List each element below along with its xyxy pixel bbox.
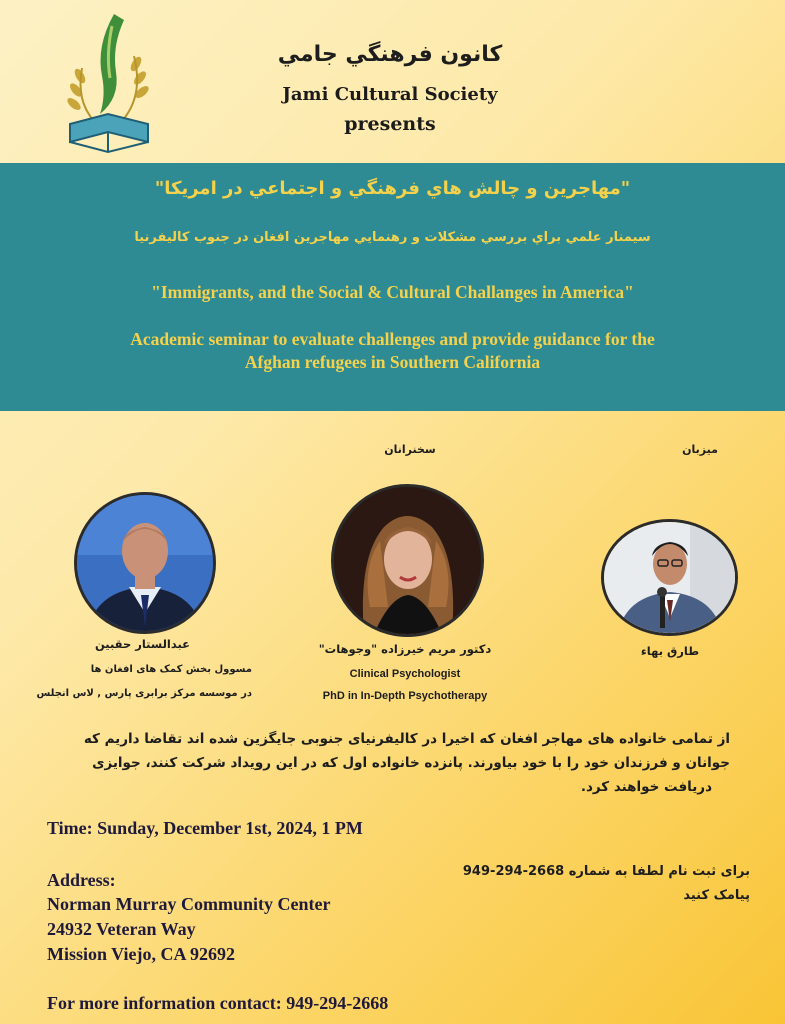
registration-line2: پيامک کنيد <box>683 888 750 903</box>
address-line3: Mission Viejo, CA 92692 <box>47 944 236 964</box>
org-name-en: Jami Cultural Society <box>282 84 498 105</box>
speaker-photo-left <box>74 492 216 634</box>
registration-note <box>450 860 750 908</box>
speaker-left-role-line2: در موسسه مرکز برابری پارس , لاس انجلس <box>36 688 252 699</box>
jami-logo <box>62 6 154 158</box>
speaker-center-title2: PhD in In-Depth Psychotherapy <box>322 690 488 702</box>
invitation-paragraph <box>40 727 730 799</box>
banner-subtitle-en-line2: Afghan refugees in Southern California <box>244 352 541 372</box>
host-label: ميزبان <box>682 443 718 456</box>
speaker-left-name: عبدالستار حقبين <box>94 637 191 651</box>
speaker-left-role-line1: مسوول بخش کمک های افغان ها <box>90 664 252 675</box>
speaker-center-title1: Clinical Psychologist <box>349 668 461 680</box>
registration-line1: برای ثبت نام لطفا به شماره 2668-294-949 <box>462 864 750 879</box>
invitation-line2: جوانان و فرزندان خود را با خود بياورند. پانزده خانواده اول که در اين رويداد شرکت کنند، جوايزی <box>92 755 730 771</box>
org-name-fa: كانون فرهنگي جامي <box>277 42 503 67</box>
banner-subtitle-fa: سيمنار علمي براي بررسي مشكلات و رهنمايي مهاجرين افغان در جنوب كاليفرنيا <box>134 230 651 245</box>
banner-title-fa: "مهاجرين و چالش هاي فرهنگي و اجتماعي در امريكا" <box>154 178 631 199</box>
banner-title-en: "Immigrants, and the Social & Cultural Challanges in America" <box>151 282 634 302</box>
speaker-center-name: دکتور مريم خيرزاده "وجوهات" <box>318 642 492 656</box>
address-line2: 24932 Veteran Way <box>47 919 196 939</box>
banner-subtitle-en-line1: Academic seminar to evaluate challenges and provide guidance for the <box>130 329 655 349</box>
invitation-line3: دريافت خواهند کرد. <box>580 779 712 795</box>
host-name: طارق بهاء <box>640 644 700 658</box>
invitation-line1: از تمامی خانواده های مهاجر افغان که اخيرا در کاليفرنيای جنوبی جايگزين شده اند تقاضا داريم که <box>83 731 730 747</box>
address-label: Address: <box>47 870 116 890</box>
speakers-label: سخنرانان <box>384 443 436 456</box>
banner-subtitle-en <box>40 328 745 374</box>
host-photo <box>601 519 738 636</box>
address-line1: Norman Murray Community Center <box>47 894 331 914</box>
event-time: Time: Sunday, December 1st, 2024, 1 PM <box>47 818 363 838</box>
presents-text: presents <box>344 113 436 135</box>
speaker-photo-center <box>331 484 484 637</box>
contact-info: For more information contact: 949-294-2668 <box>47 993 389 1013</box>
